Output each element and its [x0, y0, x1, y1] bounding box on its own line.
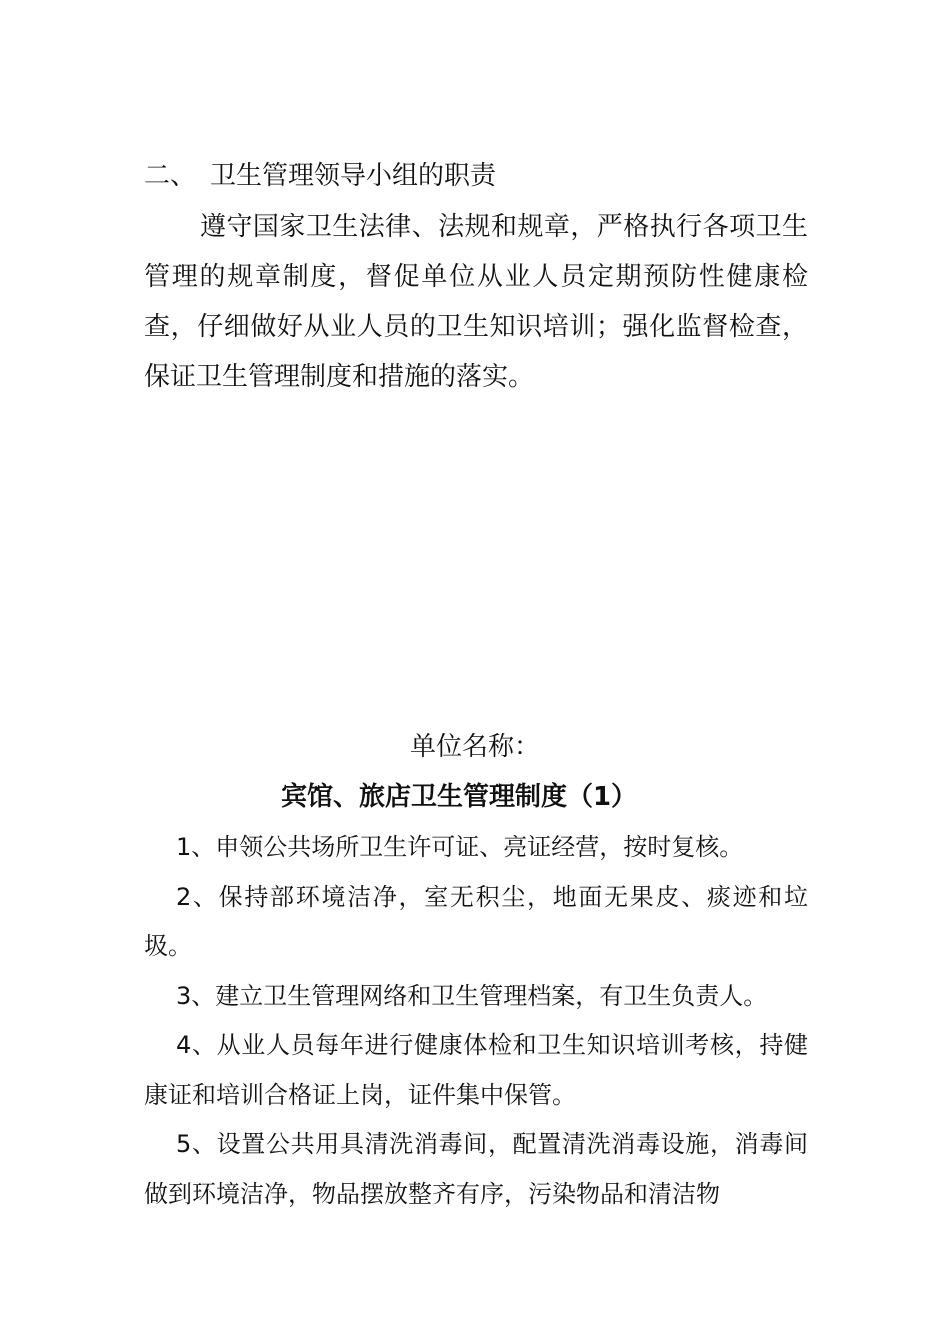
rule-item: 5、设置公共用具清洗消毒间，配置清洗消毒设施，消毒间做到环境洁净，物品摆放整齐有序，污染物品和清洁物	[144, 1130, 808, 1208]
rules-list	[144, 823, 808, 1219]
section-paragraph: 遵守国家卫生法律、法规和规章，严格执行各项卫生管理的规章制度，督促单位从业人员定期预防性健康检查，仔细做好从业人员的卫生知识培训；强化监督检查，保证卫生管理制度和措施的落实。	[144, 212, 808, 392]
rule-item: 3、建立卫生管理网络和卫生管理档案，有卫生负责人。	[176, 981, 768, 1010]
rule-item: 4、从业人员每年进行健康体检和卫生知识培训考核，持健康证和培训合格证上岗，证件集中保管。	[144, 1031, 808, 1109]
section-heading	[144, 156, 808, 196]
document-title: 宾馆、旅店卫生管理制度（1）	[280, 782, 638, 812]
unit-name-label: 单位名称：	[409, 732, 540, 762]
rule-item: 2、保持部环境洁净，室无积尘，地面无果皮、痰迹和垃圾。	[144, 882, 808, 960]
section-number: 二、	[144, 161, 197, 191]
rule-item: 1、申领公共场所卫生许可证、亮证经营，按时复核。	[176, 833, 744, 861]
section-heading-text: 卫生管理领导小组的职责	[210, 161, 497, 191]
